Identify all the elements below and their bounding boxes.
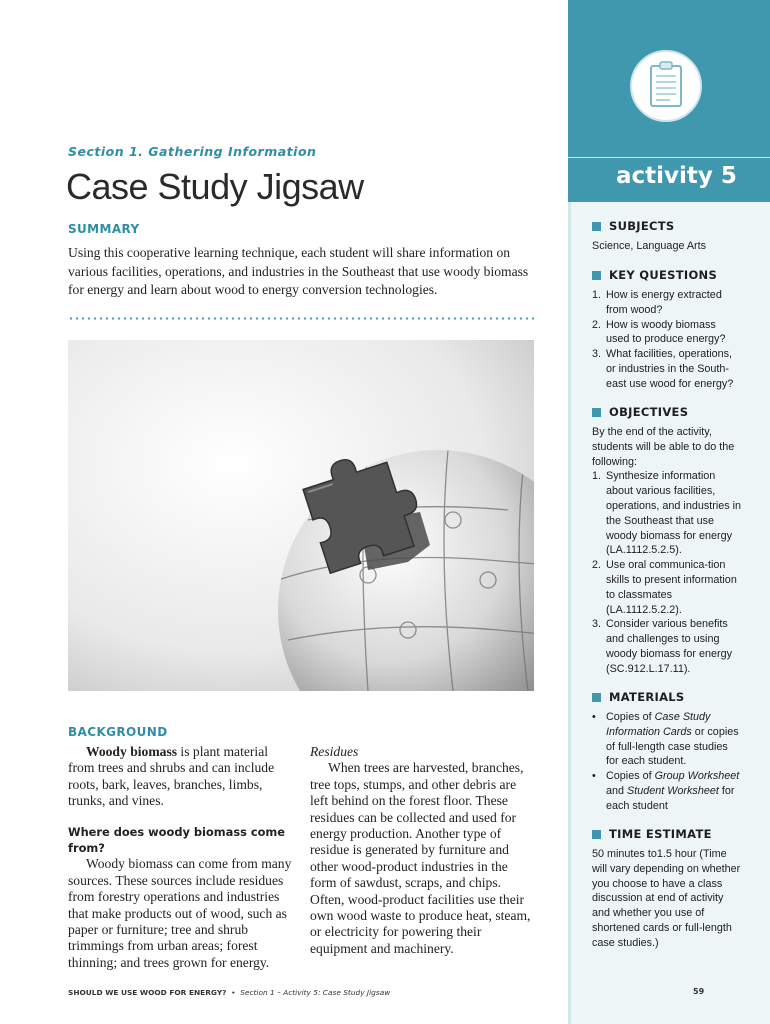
footer-text: SHOULD WE USE WOOD FOR ENERGY? • Section 1 – Activity 5: Case Study Jigsaw — [68, 988, 391, 997]
list-item: • Copies of Case Study Information Cards or copies of full-length case studies for each student. — [592, 711, 739, 768]
list-item: 1. Synthesize information about various facilities, operations, and industries in the Southeast that use woody biomass for energy (LA.1112.5.2.5). — [592, 470, 742, 557]
background-sources: Woody biomass can come from many sources. These sources include residues from forestry operations and industries that make products out of wood, such as paper or furniture; tree and shrub trimmings from urban areas; forest thinning; and trees grown for energy. — [68, 856, 292, 970]
footer-section: Section 1 – Activity 5: Case Study Jigsaw — [240, 988, 391, 997]
list-item: 3. What facilities, operations, or industries in the South-east use wood for energy? — [592, 348, 734, 390]
dotted-divider — [68, 317, 538, 320]
list-item: • Copies of Group Worksheet and Student Worksheet for each student — [592, 770, 740, 812]
objectives-body — [592, 425, 742, 677]
summary-heading: SUMMARY — [68, 222, 140, 236]
list-item: 1. How is energy extracted from wood? — [592, 289, 722, 316]
page-title: Case Study Jigsaw — [66, 166, 364, 207]
subjects-heading — [592, 219, 675, 233]
objectives-intro: By the end of the activity, students will be able to do the following: — [592, 426, 735, 468]
objectives-heading — [592, 405, 688, 419]
objectives-heading-label: OBJECTIVES — [609, 405, 689, 419]
subjects-text: Science, Language Arts — [592, 240, 707, 252]
square-bullet-icon — [592, 271, 601, 280]
background-heading: BACKGROUND — [68, 725, 168, 739]
page-number: 59 — [693, 987, 705, 996]
list-item: 2. How is woody biomass used to produce energy? — [592, 318, 726, 346]
subjects-heading-label: SUBJECTS — [609, 219, 675, 233]
materials-list — [592, 710, 742, 814]
time-estimate-heading-label: TIME ESTIMATE — [609, 827, 712, 841]
background-question: Where does woody biomass come from? — [68, 824, 286, 856]
residues-text: When trees are harvested, branches, tree tops, stumps, and other debris are left behind on the forest floor. These residues can be collected and used for energy production. Another type of residue is generated by furniture and other wood-product industries in the form of sawdust, scraps, and chips. Often, wood-product facilities use their own wood waste to produce heat, steam, or electricity for powering their equipment and machinery. — [310, 760, 531, 956]
key-questions-heading-label: KEY QUESTIONS — [609, 268, 718, 282]
materials-heading — [592, 690, 685, 704]
key-questions-heading — [592, 268, 717, 282]
materials-heading-label: MATERIALS — [609, 690, 685, 704]
time-estimate-heading — [592, 827, 712, 841]
summary-text: Using this cooperative learning technique, each student will share information on various facilities, operations, and industries in the Southeast that use woody biomass for energy and learn about wood to energy conversion technologies. — [68, 245, 529, 297]
time-estimate-text: 50 minutes to1.5 hour (Time will vary depending on whether you choose to have a class discussion at end of activity and whether you use of shortened cards or full-length case studies.) — [592, 848, 741, 949]
background-intro: Woody biomass is plant material from trees and shrubs and can include roots, bark, leaves, branches, limbs, trunks, and vines. — [68, 744, 275, 809]
key-questions-list — [592, 288, 742, 392]
background-right-column — [310, 744, 532, 957]
residues-heading: Residues — [310, 744, 359, 759]
square-bullet-icon — [592, 408, 601, 417]
square-bullet-icon — [592, 222, 601, 231]
square-bullet-icon — [592, 693, 601, 702]
list-item: 2. Use oral communica-tion skills to present information to classmates (LA.1112.5.2.2). — [592, 559, 737, 616]
puzzle-globe-photo — [68, 340, 534, 691]
background-left-column — [68, 744, 296, 971]
section-label: Section 1. Gathering Information — [68, 144, 317, 159]
footer-book-title: SHOULD WE USE WOOD FOR ENERGY? — [68, 988, 227, 997]
woody-biomass-term: Woody biomass — [86, 744, 178, 759]
clipboard-icon — [630, 50, 702, 122]
list-item: 3. Consider various benefits and challenges to using woody biomass for energy (SC.912.L.17.11). — [592, 618, 733, 675]
activity-label: activity 5 — [616, 163, 737, 189]
square-bullet-icon — [592, 830, 601, 839]
